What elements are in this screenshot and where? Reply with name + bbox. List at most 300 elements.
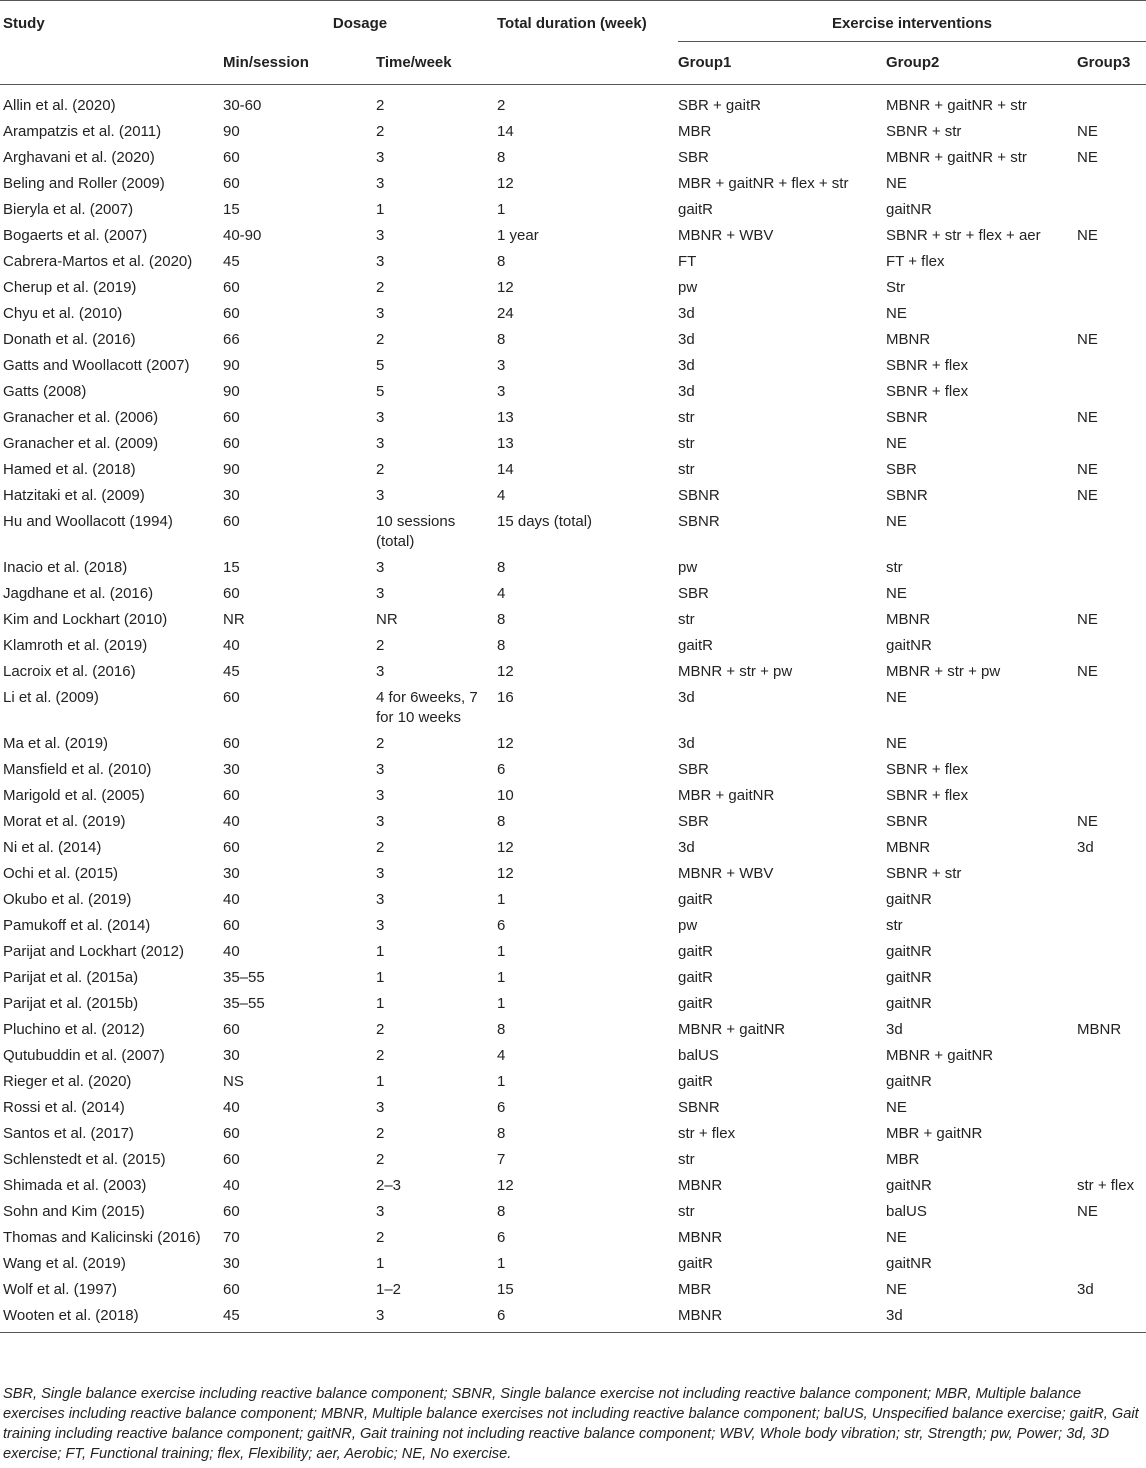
group1-cell: MBR bbox=[678, 123, 712, 140]
group3-cell bbox=[1077, 581, 1146, 607]
study-cell: Arghavani et al. (2020) bbox=[3, 149, 155, 166]
group1-cell: MBR bbox=[678, 1281, 712, 1298]
study-cell: Inacio et al. (2018) bbox=[3, 559, 128, 576]
group2-cell: SBNR bbox=[886, 487, 928, 504]
group1-cell: pw bbox=[678, 279, 698, 296]
total-duration-cell: 8 bbox=[497, 813, 506, 830]
min-session-cell: 60 bbox=[223, 585, 240, 602]
study-cell: Parijat et al. (2015b) bbox=[3, 995, 139, 1012]
time-week-cell: 5 bbox=[376, 357, 385, 374]
group3-cell: NE bbox=[1077, 611, 1098, 628]
study-cell: Schlenstedt et al. (2015) bbox=[3, 1151, 166, 1168]
total-duration-cell: 1 bbox=[497, 1255, 506, 1272]
group2-cell: str bbox=[886, 917, 903, 934]
group3-cell bbox=[1077, 431, 1146, 457]
group3-cell: NE bbox=[1077, 149, 1098, 166]
group2-cell: FT + flex bbox=[886, 253, 945, 270]
table-row bbox=[0, 581, 1146, 607]
table-row bbox=[0, 197, 1146, 223]
time-week-cell: 2 bbox=[376, 279, 385, 296]
table-footnote: SBR, Single balance exercise including reactive balance component; SBNR, Single balance exercise not including reactive balance component; MBR, Multiple balance exercises including reactive balance component; MBNR, Multiple balance exercises not including reactive balance component; balUS, Unspecified balance exercise; gaitR, Gait training including reactive balance component; gaitNR, Gait training not including reactive balance component; WBV, Whole body vibration; str, Strength; pw, Power; 3d, 3D exercise; FT, Functional training; flex, Flexibility; aer, Aerobic; NE, No exercise. bbox=[3, 1386, 1139, 1462]
min-session-cell: 60 bbox=[223, 175, 240, 192]
group1-cell: 3d bbox=[678, 839, 695, 856]
table-row bbox=[0, 887, 1146, 913]
group2-cell: NE bbox=[886, 1099, 907, 1116]
group1-cell: MBR + gaitNR + flex + str bbox=[678, 175, 849, 192]
total-duration-cell: 8 bbox=[497, 637, 506, 654]
group3-cell: NE bbox=[1077, 409, 1098, 426]
time-week-cell: 1 bbox=[376, 1255, 385, 1272]
group1-cell: MBNR + gaitNR bbox=[678, 1021, 786, 1038]
group2-cell: MBNR + gaitNR + str bbox=[886, 97, 1027, 114]
group2-cell: SBNR + str bbox=[886, 123, 962, 140]
total-duration-cell: 14 bbox=[497, 461, 514, 478]
table-row bbox=[0, 1277, 1146, 1303]
time-week-cell: 2 bbox=[376, 123, 385, 140]
study-cell: Hamed et al. (2018) bbox=[3, 461, 136, 478]
group2-cell: gaitNR bbox=[886, 969, 932, 986]
study-cell: Granacher et al. (2009) bbox=[3, 435, 159, 452]
table-row bbox=[0, 1017, 1146, 1043]
min-session-cell: 66 bbox=[223, 331, 240, 348]
time-week-cell: 1–2 bbox=[376, 1281, 402, 1298]
time-week-cell: 2 bbox=[376, 839, 385, 856]
total-duration-cell: 1 bbox=[497, 891, 506, 908]
group3-cell bbox=[1077, 633, 1146, 659]
group2-cell: SBNR bbox=[886, 813, 928, 830]
time-week-cell: 3 bbox=[376, 917, 385, 934]
table-row bbox=[0, 119, 1146, 145]
time-week-cell: 2 bbox=[376, 1125, 385, 1142]
min-session-cell: 40-90 bbox=[223, 227, 262, 244]
study-cell: Rieger et al. (2020) bbox=[3, 1073, 132, 1090]
min-session-cell: 30 bbox=[223, 1047, 240, 1064]
table-row bbox=[0, 1069, 1146, 1095]
group2-cell: gaitNR bbox=[886, 1073, 932, 1090]
group2-cell: str bbox=[886, 559, 903, 576]
group1-cell: gaitR bbox=[678, 969, 714, 986]
group2-cell: MBNR + gaitNR bbox=[886, 1047, 994, 1064]
study-cell: Gatts (2008) bbox=[3, 383, 87, 400]
table-row bbox=[0, 757, 1146, 783]
table-row bbox=[0, 1251, 1146, 1277]
group2-cell: NE bbox=[886, 305, 907, 322]
study-cell: Sohn and Kim (2015) bbox=[3, 1203, 145, 1220]
total-duration-cell: 1 bbox=[497, 969, 506, 986]
total-duration-cell: 1 bbox=[497, 995, 506, 1012]
group2-cell: MBNR bbox=[886, 839, 931, 856]
total-duration-cell: 8 bbox=[497, 331, 506, 348]
min-session-cell: 45 bbox=[223, 253, 240, 270]
total-duration-cell: 13 bbox=[497, 435, 514, 452]
group1-cell: pw bbox=[678, 559, 698, 576]
time-week-cell: 1 bbox=[376, 995, 385, 1012]
group1-cell: gaitR bbox=[678, 891, 714, 908]
min-session-cell: 60 bbox=[223, 409, 240, 426]
min-session-cell: 45 bbox=[223, 1303, 376, 1333]
min-session-cell: 30 bbox=[223, 487, 240, 504]
study-cell: Cabrera-Martos et al. (2020) bbox=[3, 253, 193, 270]
time-week-cell: 3 bbox=[376, 761, 385, 778]
table-row bbox=[0, 913, 1146, 939]
min-session-cell: 15 bbox=[223, 559, 240, 576]
group3-cell bbox=[1077, 1095, 1146, 1121]
group2-cell: SBNR + str + flex + aer bbox=[886, 227, 1041, 244]
group2-cell: SBNR + str bbox=[886, 865, 962, 882]
time-week-cell: 3 bbox=[376, 253, 385, 270]
group3-cell bbox=[1077, 1043, 1146, 1069]
study-cell: Klamroth et al. (2019) bbox=[3, 637, 148, 654]
table-row bbox=[0, 379, 1146, 405]
study-cell: Kim and Lockhart (2010) bbox=[3, 611, 168, 628]
total-duration-cell: 24 bbox=[497, 305, 514, 322]
study-cell: Ochi et al. (2015) bbox=[3, 865, 119, 882]
group3-cell bbox=[1077, 887, 1146, 913]
group3-cell: str + flex bbox=[1077, 1177, 1135, 1194]
group1-cell: gaitR bbox=[678, 201, 714, 218]
min-session-cell: 60 bbox=[223, 1151, 240, 1168]
group1-cell: str bbox=[678, 1151, 695, 1168]
table-row bbox=[0, 431, 1146, 457]
time-week-cell: 3 bbox=[376, 813, 385, 830]
group1-cell: SBR bbox=[678, 761, 709, 778]
min-session-cell: 35–55 bbox=[223, 969, 265, 986]
min-session-cell: 60 bbox=[223, 513, 240, 530]
time-week-cell: 2 bbox=[376, 1047, 385, 1064]
group1-cell: str bbox=[678, 461, 695, 478]
total-duration-cell: 3 bbox=[497, 357, 506, 374]
time-week-cell: 3 bbox=[376, 1303, 497, 1333]
study-cell: Ma et al. (2019) bbox=[3, 735, 109, 752]
min-session-cell: NS bbox=[223, 1073, 244, 1090]
group3-cell: NE bbox=[1077, 461, 1098, 478]
min-session-cell: 60 bbox=[223, 1125, 240, 1142]
time-week-cell: 3 bbox=[376, 409, 385, 426]
group1-cell: 3d bbox=[678, 305, 695, 322]
study-cell: Wolf et al. (1997) bbox=[3, 1281, 117, 1298]
total-duration-cell: 16 bbox=[497, 689, 514, 706]
total-duration-cell: 15 days (total) bbox=[497, 513, 593, 530]
table-body bbox=[0, 85, 1146, 1333]
header-study: Study bbox=[3, 15, 45, 32]
group2-cell: gaitNR bbox=[886, 637, 932, 654]
header-group1: Group1 bbox=[678, 54, 732, 71]
group1-cell: SBR bbox=[678, 813, 709, 830]
group1-cell: SBNR bbox=[678, 1099, 720, 1116]
time-week-cell: 2 bbox=[376, 97, 385, 114]
table-row bbox=[0, 301, 1146, 327]
group3-cell bbox=[1077, 353, 1146, 379]
study-cell: Wang et al. (2019) bbox=[3, 1255, 126, 1272]
study-cell: Okubo et al. (2019) bbox=[3, 891, 132, 908]
min-session-cell: 30-60 bbox=[223, 97, 262, 114]
study-cell: Ni et al. (2014) bbox=[3, 839, 102, 856]
group2-cell: 3d bbox=[886, 1303, 1077, 1333]
total-duration-cell: 7 bbox=[497, 1151, 506, 1168]
group3-cell bbox=[1077, 275, 1146, 301]
min-session-cell: 60 bbox=[223, 1203, 240, 1220]
table-row bbox=[0, 809, 1146, 835]
study-cell: Qutubuddin et al. (2007) bbox=[3, 1047, 165, 1064]
study-cell: Jagdhane et al. (2016) bbox=[3, 585, 154, 602]
total-duration-cell: 12 bbox=[497, 865, 514, 882]
total-duration-cell: 1 year bbox=[497, 227, 539, 244]
group2-cell: 3d bbox=[886, 1021, 903, 1038]
group3-cell bbox=[1077, 555, 1146, 581]
time-week-cell: 3 bbox=[376, 559, 385, 576]
group2-cell: NE bbox=[886, 689, 907, 706]
min-session-cell: 60 bbox=[223, 917, 240, 934]
time-week-cell: 2 bbox=[376, 1151, 385, 1168]
group2-cell: MBNR bbox=[886, 331, 931, 348]
table-row bbox=[0, 1173, 1146, 1199]
group3-cell bbox=[1077, 509, 1146, 555]
group1-cell: MBNR bbox=[678, 1303, 886, 1333]
group3-cell bbox=[1077, 783, 1146, 809]
time-week-cell: 3 bbox=[376, 435, 385, 452]
total-duration-cell: 4 bbox=[497, 487, 506, 504]
group1-cell: str bbox=[678, 435, 695, 452]
table-row bbox=[0, 1095, 1146, 1121]
table-row bbox=[0, 1225, 1146, 1251]
group3-cell bbox=[1077, 1147, 1146, 1173]
time-week-cell: 3 bbox=[376, 585, 385, 602]
min-session-cell: 60 bbox=[223, 1021, 240, 1038]
group1-cell: 3d bbox=[678, 689, 695, 706]
min-session-cell: NR bbox=[223, 611, 245, 628]
total-duration-cell: 6 bbox=[497, 761, 506, 778]
table-row bbox=[0, 509, 1146, 555]
min-session-cell: 90 bbox=[223, 383, 240, 400]
min-session-cell: 45 bbox=[223, 663, 240, 680]
time-week-cell: 3 bbox=[376, 487, 385, 504]
header-group3: Group3 bbox=[1077, 54, 1131, 71]
group3-cell: NE bbox=[1077, 813, 1098, 830]
group1-cell: 3d bbox=[678, 735, 695, 752]
group2-cell: gaitNR bbox=[886, 1255, 932, 1272]
group2-cell: gaitNR bbox=[886, 201, 932, 218]
time-week-cell: 2 bbox=[376, 331, 385, 348]
min-session-cell: 60 bbox=[223, 839, 240, 856]
table-row bbox=[0, 457, 1146, 483]
group3-cell bbox=[1077, 1121, 1146, 1147]
header-exercise-interventions: Exercise interventions bbox=[678, 1, 1146, 42]
group2-cell: SBR bbox=[886, 461, 917, 478]
group3-cell bbox=[1077, 939, 1146, 965]
group3-cell bbox=[1077, 1225, 1146, 1251]
group3-cell bbox=[1077, 85, 1146, 120]
min-session-cell: 15 bbox=[223, 201, 240, 218]
study-cell: Hu and Woollacott (1994) bbox=[3, 513, 173, 530]
group1-cell: 3d bbox=[678, 383, 695, 400]
total-duration-cell: 4 bbox=[497, 1047, 506, 1064]
group1-cell: gaitR bbox=[678, 1255, 714, 1272]
total-duration-cell: 12 bbox=[497, 279, 514, 296]
table-row bbox=[0, 171, 1146, 197]
group2-cell: SBNR + flex bbox=[886, 787, 969, 804]
time-week-cell: 3 bbox=[376, 891, 385, 908]
group1-cell: gaitR bbox=[678, 1073, 714, 1090]
min-session-cell: 60 bbox=[223, 787, 240, 804]
group2-cell: gaitNR bbox=[886, 891, 932, 908]
header-time-week: Time/week bbox=[376, 53, 452, 71]
time-week-cell: 3 bbox=[376, 227, 385, 244]
group1-cell: MBNR + str + pw bbox=[678, 663, 793, 680]
group1-cell: balUS bbox=[678, 1047, 719, 1064]
group2-cell: NE bbox=[886, 513, 907, 530]
min-session-cell: 40 bbox=[223, 891, 240, 908]
group1-cell: str bbox=[678, 409, 695, 426]
table-row bbox=[0, 659, 1146, 685]
time-week-cell: 1 bbox=[376, 943, 385, 960]
time-week-cell: 2 bbox=[376, 1021, 385, 1038]
study-cell: Thomas and Kalicinski (2016) bbox=[3, 1229, 201, 1246]
group2-cell: balUS bbox=[886, 1203, 927, 1220]
total-duration-cell: 1 bbox=[497, 1073, 506, 1090]
time-week-cell: 5 bbox=[376, 383, 385, 400]
min-session-cell: 30 bbox=[223, 865, 240, 882]
group3-cell bbox=[1077, 757, 1146, 783]
time-week-cell: 2–3 bbox=[376, 1177, 402, 1194]
group2-cell: gaitNR bbox=[886, 1177, 932, 1194]
study-cell: Lacroix et al. (2016) bbox=[3, 663, 136, 680]
time-week-cell: 2 bbox=[376, 637, 385, 654]
header-total-duration: Total duration (week) bbox=[497, 15, 647, 32]
group2-cell: MBR bbox=[886, 1151, 920, 1168]
table-row bbox=[0, 327, 1146, 353]
group1-cell: MBNR + WBV bbox=[678, 227, 774, 244]
group3-cell bbox=[1077, 731, 1146, 757]
study-cell: Rossi et al. (2014) bbox=[3, 1099, 125, 1116]
group1-cell: gaitR bbox=[678, 943, 714, 960]
group3-cell bbox=[1077, 1069, 1146, 1095]
time-week-cell: 3 bbox=[376, 865, 385, 882]
group2-cell: Str bbox=[886, 279, 906, 296]
total-duration-cell: 6 bbox=[497, 1229, 506, 1246]
study-cell: Gatts and Woollacott (2007) bbox=[3, 357, 190, 374]
study-cell: Pamukoff et al. (2014) bbox=[3, 917, 151, 934]
group1-cell: SBR bbox=[678, 149, 709, 166]
table-row bbox=[0, 1043, 1146, 1069]
time-week-cell: 3 bbox=[376, 175, 385, 192]
table-row bbox=[0, 85, 1146, 120]
group3-cell: NE bbox=[1077, 487, 1098, 504]
group1-cell: str bbox=[678, 611, 695, 628]
table-row bbox=[0, 223, 1146, 249]
group1-cell: str + flex bbox=[678, 1125, 736, 1142]
group1-cell: SBNR bbox=[678, 513, 720, 530]
table-row bbox=[0, 991, 1146, 1017]
total-duration-cell: 8 bbox=[497, 1021, 506, 1038]
table-row bbox=[0, 731, 1146, 757]
study-cell: Chyu et al. (2010) bbox=[3, 305, 123, 322]
group3-cell: NE bbox=[1077, 227, 1098, 244]
min-session-cell: 40 bbox=[223, 943, 240, 960]
time-week-cell: 2 bbox=[376, 735, 385, 752]
group3-cell: NE bbox=[1077, 663, 1098, 680]
group2-cell: NE bbox=[886, 735, 907, 752]
min-session-cell: 30 bbox=[223, 761, 240, 778]
study-cell: Parijat et al. (2015a) bbox=[3, 969, 139, 986]
group1-cell: SBR bbox=[678, 585, 709, 602]
table-row bbox=[0, 835, 1146, 861]
table-row bbox=[0, 783, 1146, 809]
group3-cell bbox=[1077, 249, 1146, 275]
study-cell: Donath et al. (2016) bbox=[3, 331, 136, 348]
table-row bbox=[0, 1147, 1146, 1173]
time-week-cell: 3 bbox=[376, 787, 385, 804]
study-cell: Arampatzis et al. (2011) bbox=[3, 123, 162, 140]
time-week-cell: 1 bbox=[376, 201, 385, 218]
study-cell: Morat et al. (2019) bbox=[3, 813, 126, 830]
group3-cell: 3d bbox=[1077, 1281, 1094, 1298]
header-group2: Group2 bbox=[886, 54, 940, 71]
study-cell: Shimada et al. (2003) bbox=[3, 1177, 147, 1194]
min-session-cell: 90 bbox=[223, 123, 240, 140]
min-session-cell: 90 bbox=[223, 461, 240, 478]
min-session-cell: 60 bbox=[223, 305, 240, 322]
header-dosage: Dosage bbox=[332, 15, 388, 32]
total-duration-cell: 2 bbox=[497, 97, 506, 114]
total-duration-cell: 13 bbox=[497, 409, 514, 426]
total-duration-cell: 10 bbox=[497, 787, 514, 804]
group2-cell: MBR + gaitNR bbox=[886, 1125, 983, 1142]
table-row bbox=[0, 685, 1146, 731]
time-week-cell: 3 bbox=[376, 1203, 385, 1220]
group2-cell: SBNR + flex bbox=[886, 357, 969, 374]
group2-cell: NE bbox=[886, 435, 907, 452]
min-session-cell: 60 bbox=[223, 279, 240, 296]
min-session-cell: 60 bbox=[223, 435, 240, 452]
group2-cell: MBNR bbox=[886, 611, 931, 628]
group2-cell: MBNR + str + pw bbox=[886, 663, 1001, 680]
group1-cell: str bbox=[678, 1203, 695, 1220]
table-row bbox=[0, 633, 1146, 659]
group3-cell: NE bbox=[1077, 123, 1098, 140]
study-cell: Marigold et al. (2005) bbox=[3, 787, 145, 804]
total-duration-cell: 8 bbox=[497, 253, 506, 270]
min-session-cell: 60 bbox=[223, 689, 240, 706]
total-duration-cell: 12 bbox=[497, 663, 514, 680]
total-duration-cell: 12 bbox=[497, 735, 514, 752]
group1-cell: MBNR bbox=[678, 1229, 723, 1246]
time-week-cell: 2 bbox=[376, 461, 385, 478]
table-row bbox=[0, 1199, 1146, 1225]
header-min-session: Min/session bbox=[223, 53, 309, 71]
group3-cell: 3d bbox=[1077, 839, 1094, 856]
group1-cell: gaitR bbox=[678, 637, 714, 654]
min-session-cell: 35–55 bbox=[223, 995, 265, 1012]
total-duration-cell: 12 bbox=[497, 839, 514, 856]
table-header bbox=[0, 1, 1146, 85]
min-session-cell: 60 bbox=[223, 1281, 240, 1298]
group3-cell bbox=[1077, 991, 1146, 1017]
study-cell: Wooten et al. (2018) bbox=[0, 1303, 223, 1333]
min-session-cell: 60 bbox=[223, 149, 240, 166]
time-week-cell: 1 bbox=[376, 1073, 385, 1090]
group1-cell: 3d bbox=[678, 331, 695, 348]
group1-cell: SBR + gaitR bbox=[678, 97, 761, 114]
total-duration-cell: 15 bbox=[497, 1281, 514, 1298]
total-duration-cell: 12 bbox=[497, 175, 514, 192]
total-duration-cell: 8 bbox=[497, 149, 506, 166]
total-duration-cell: 6 bbox=[497, 1099, 506, 1116]
total-duration-cell: 12 bbox=[497, 1177, 514, 1194]
group1-cell: FT bbox=[678, 253, 697, 270]
total-duration-cell: 8 bbox=[497, 611, 506, 628]
group3-cell bbox=[1077, 379, 1146, 405]
time-week-cell: 4 for 6weeks, 7 for 10 weeks bbox=[376, 689, 478, 726]
